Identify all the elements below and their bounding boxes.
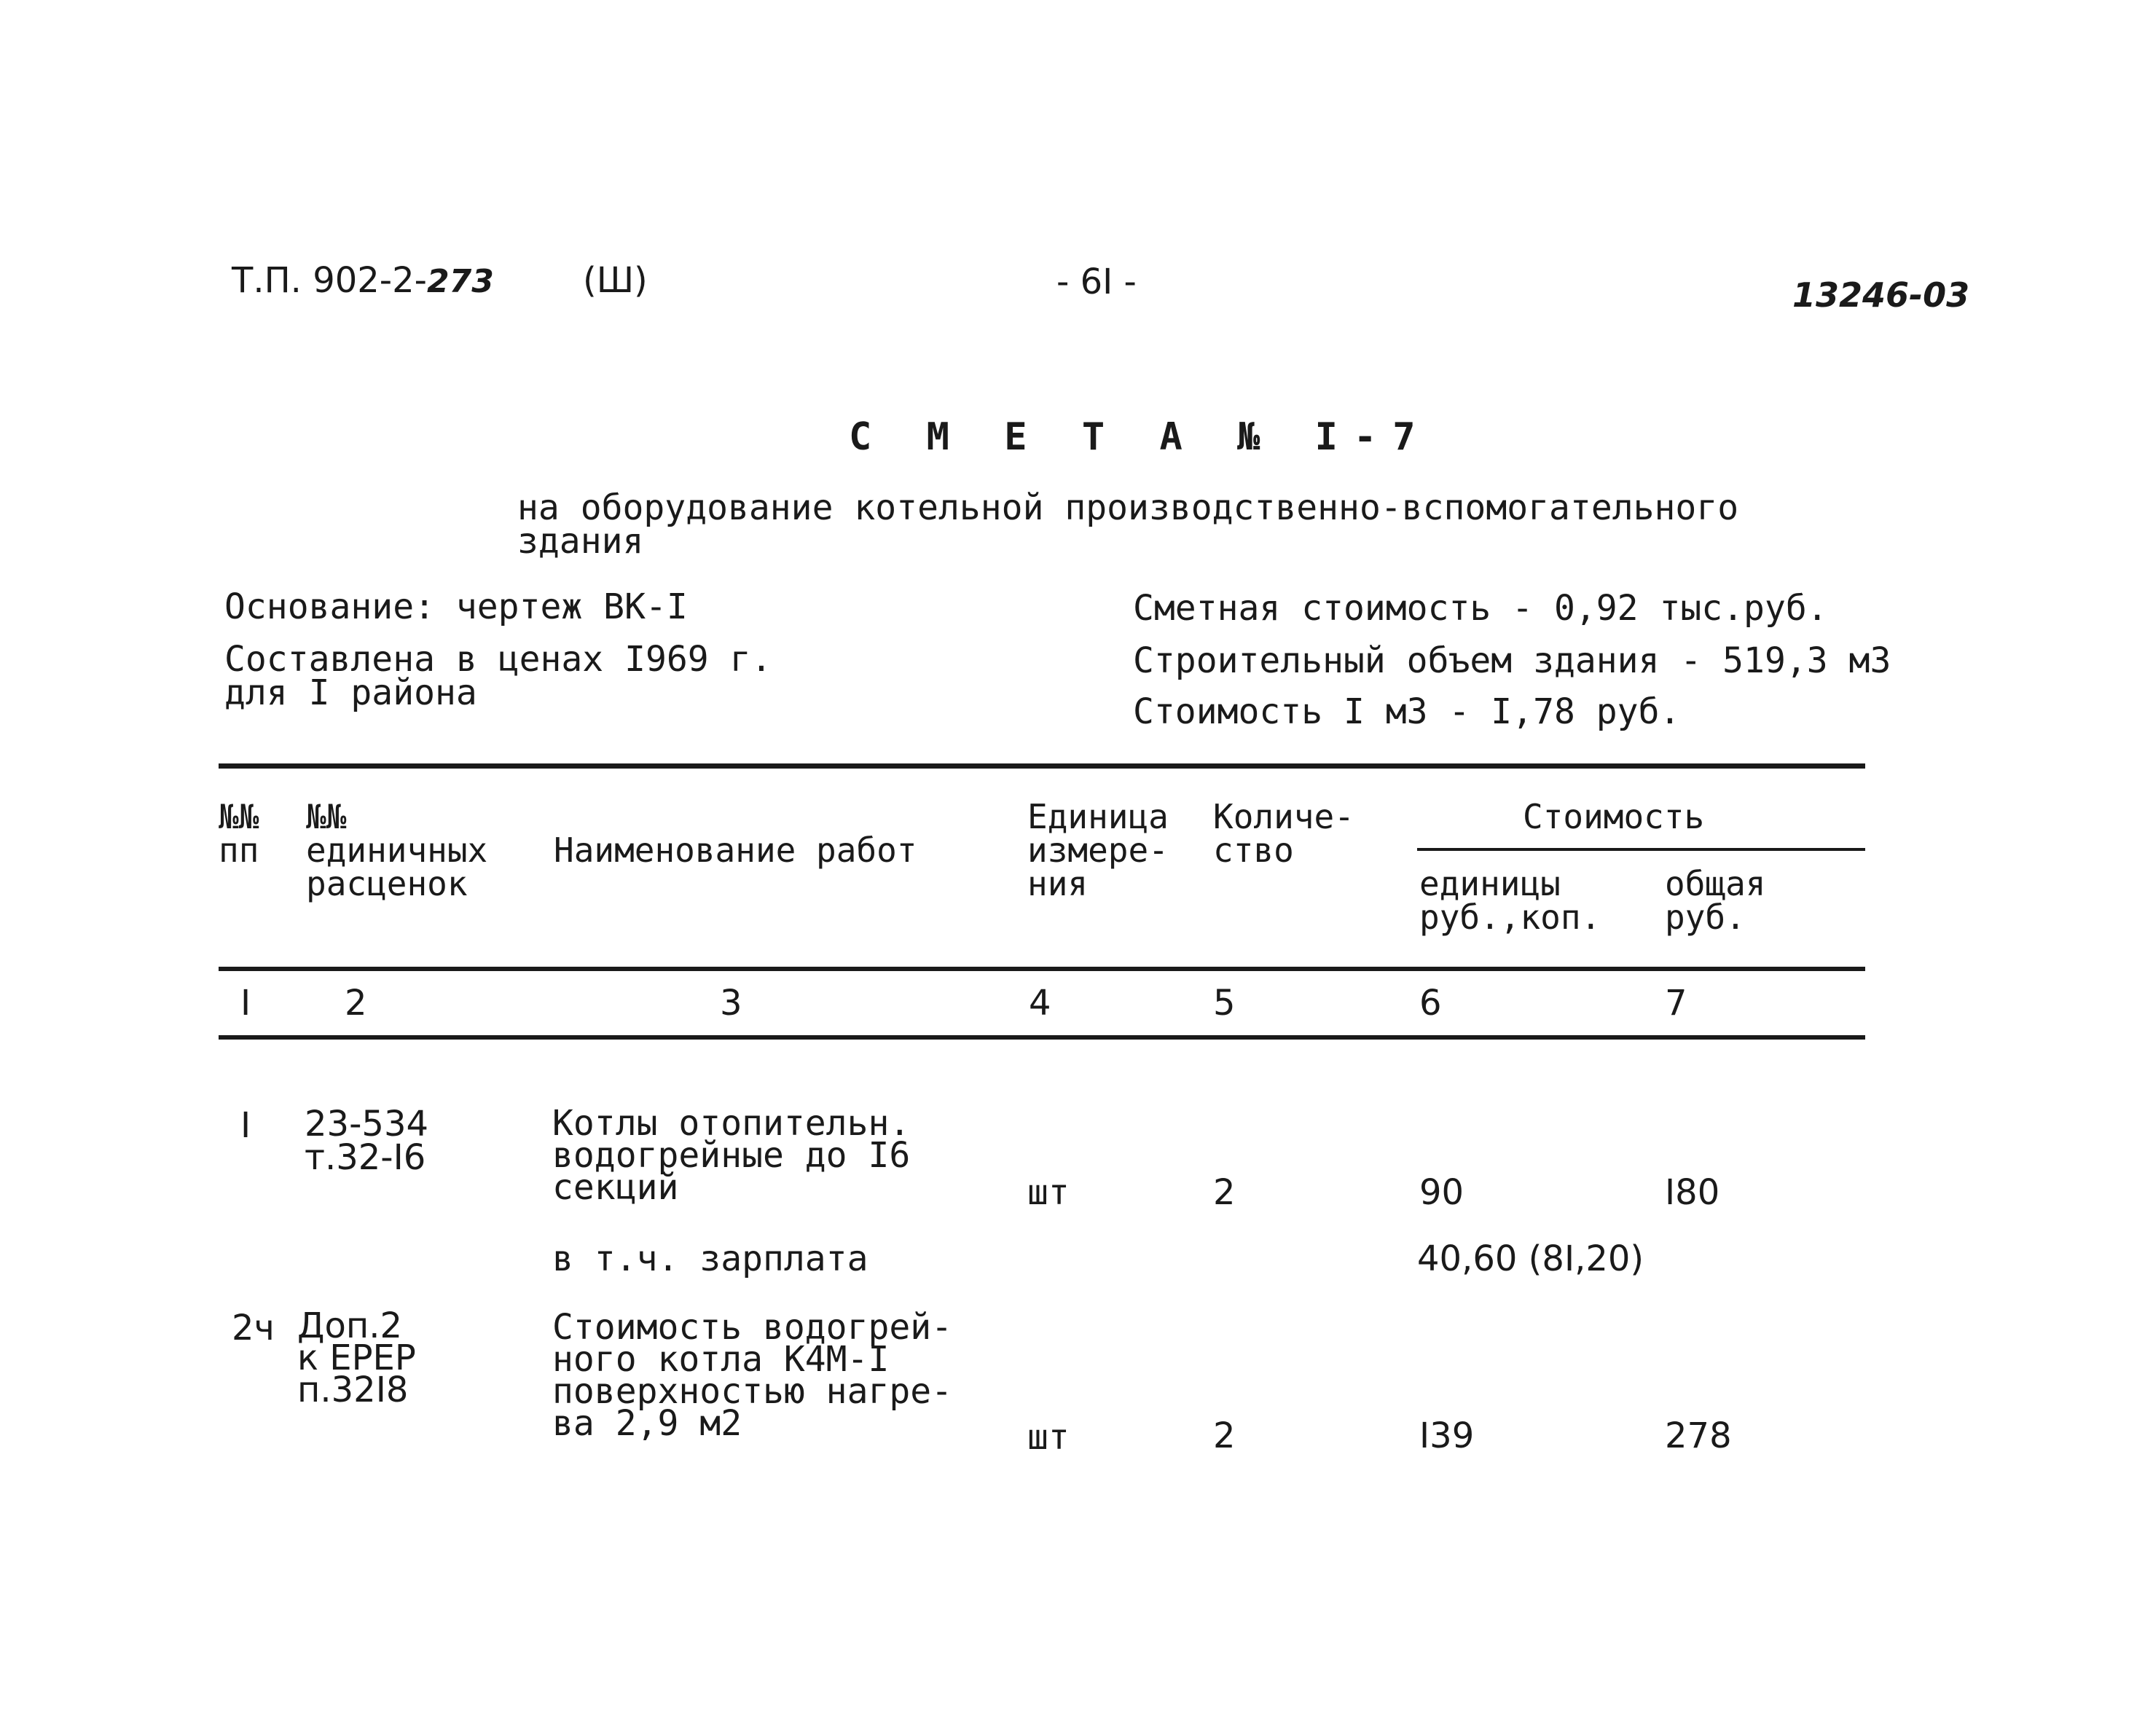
column-numbers-rule	[219, 1035, 1865, 1040]
header-cost-group: Стоимость	[1523, 797, 1705, 836]
unit-cost: Стоимость I м3 - I,78 руб.	[1133, 691, 1681, 732]
document-code-handwritten: 273	[426, 263, 494, 300]
cost-group-rule	[1417, 848, 1865, 851]
header-unit-price: единицы руб.,коп.	[1419, 864, 1601, 937]
archive-number: 13246-03	[1792, 275, 1970, 315]
estimate-subtitle-line1: на оборудование котельной производственно-вспомогательного	[517, 487, 1739, 528]
row1-salary-label: в т.ч. зарплата	[552, 1238, 868, 1279]
building-volume: Строительный объем здания - 519,3 м3	[1133, 640, 1891, 681]
page-number: - 6I -	[1056, 262, 1137, 302]
document-code	[232, 262, 494, 300]
row2-unit-price: I39	[1419, 1415, 1475, 1456]
row2-number: 2ч	[232, 1308, 275, 1348]
row1-rate-code: 23-534 т.32-I6	[305, 1104, 429, 1178]
row1-unit-price: 90	[1419, 1172, 1464, 1213]
column-number: 3	[720, 983, 742, 1024]
row2-total: 278	[1665, 1415, 1732, 1456]
row2-work-name: Стоимость водогрей- ного котла К4М-I поверхностью нагре- ва 2,9 м2	[552, 1307, 953, 1444]
row1-quantity: 2	[1213, 1172, 1236, 1213]
header-work-name: Наименование работ	[554, 830, 917, 870]
row2-rate-code: Доп.2 к ЕРЕР п.32I8	[297, 1305, 416, 1410]
row1-number: I	[240, 1105, 251, 1146]
price-base-line1: Составлена в ценах I969 г.	[224, 639, 772, 680]
basis-text: Основание: чертеж ВК-I	[224, 586, 688, 627]
column-number: 7	[1665, 983, 1687, 1024]
header-bottom-rule	[219, 967, 1865, 971]
header-rate-code: №№ единичных расценок	[306, 797, 488, 903]
row2-unit: шт	[1027, 1417, 1070, 1458]
column-number: 6	[1419, 983, 1442, 1024]
header-unit: Единица измере- ния	[1027, 797, 1169, 903]
header-row-number: №№ пп	[219, 797, 259, 870]
row1-work-name: Котлы отопительн. водогрейные до I6 секций	[552, 1103, 911, 1208]
column-number: 4	[1029, 983, 1051, 1024]
estimated-cost: Сметная стоимость - 0,92 тыс.руб.	[1133, 588, 1828, 629]
document-code-prefix: Т.П. 902-2-	[232, 260, 427, 301]
row2-quantity: 2	[1213, 1415, 1236, 1456]
column-number: I	[240, 983, 251, 1024]
header-quantity: Количе- ство	[1213, 797, 1354, 870]
table-top-rule	[219, 763, 1865, 769]
row1-salary-value: 40,60 (8I,20)	[1417, 1238, 1644, 1279]
header-total-price: общая руб.	[1665, 864, 1766, 937]
column-number: 5	[1213, 983, 1236, 1024]
row1-total: I80	[1665, 1172, 1720, 1213]
estimate-title: С М Е Т А № I-7	[849, 415, 1432, 459]
column-number: 2	[345, 983, 367, 1024]
estimate-subtitle-line2: здания	[517, 521, 644, 562]
document-volume: (Ш)	[583, 260, 648, 301]
price-base-line2: для I района	[224, 672, 477, 713]
row1-unit: шт	[1027, 1172, 1070, 1213]
